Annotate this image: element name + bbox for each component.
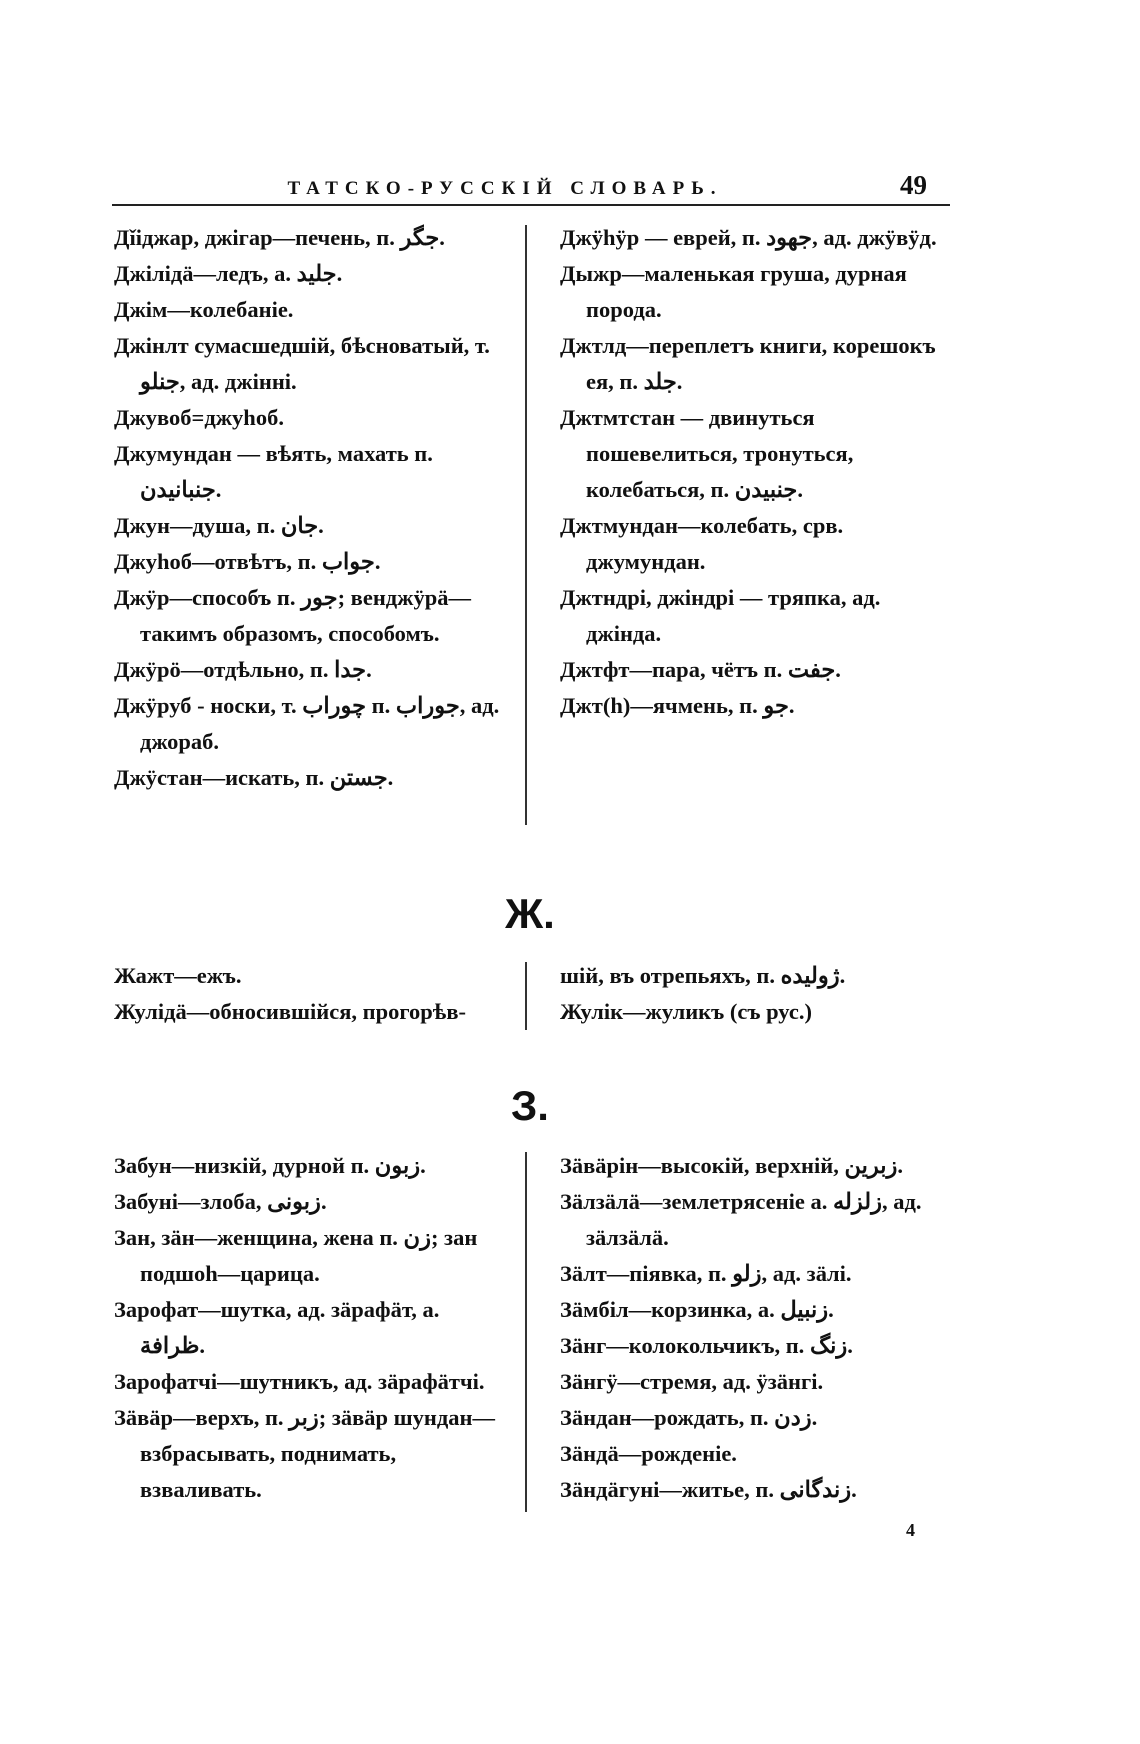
zh-right-column <box>560 958 950 1030</box>
entry: Джӱруб - носки, т. چوراب п. جوراب, ад. джораб. <box>114 693 500 754</box>
entry: Забун—низкiй, дурной п. زبون. <box>114 1153 426 1178</box>
header-rule <box>112 204 950 206</box>
zh-left-column <box>114 958 504 1030</box>
entry: Джӱhӱр — еврей, п. جهود, ад. джӱвӱд. <box>560 225 937 250</box>
entry: Зäлзäлä—землетрясенiе а. زلزله, ад. зäлзäлä. <box>560 1189 922 1250</box>
entry: Зäндан—рождать, п. زدن. <box>560 1405 818 1430</box>
page-number: 49 <box>900 170 927 200</box>
entry: Джӱр—способъ п. جور; венджӱрä—такимъ образомъ, способомъ. <box>114 585 471 646</box>
entry: Зäндäгунi—житье, п. زندگانی. <box>560 1477 857 1502</box>
entry: Дыжр—маленькая груша, дурная порода. <box>560 261 907 322</box>
entry: Дǐiджар, джiгар—печень, п. جگر. <box>114 225 445 250</box>
entry: Зäнг—колокольчикъ, п. زنگ. <box>560 1333 853 1358</box>
entry: Зарофатчi—шутникъ, ад. зäрафäтчi. <box>114 1369 485 1394</box>
entry: Жулiк—жуликъ (съ рус.) <box>560 999 812 1024</box>
entry: Джтмтстан — двинуться пошевелиться, тронуться, колебаться, п. جنبيدن. <box>560 405 854 502</box>
entry: Джтмундан—колебать, срв. джумундан. <box>560 513 844 574</box>
entry: Зäлт—пiявка, п. زلو, ад. зäлi. <box>560 1261 852 1286</box>
z-left-column <box>114 1148 504 1508</box>
entry: Джт(h)—ячмень, п. جو. <box>560 693 795 718</box>
section-letter-z: З. <box>511 1082 549 1129</box>
entry: Зан, зäн—женщина, жена п. زن; зан подшоh—царица. <box>114 1225 478 1286</box>
entry: Джiнлт сумасшедшiй, бѣсноватый, т. جنلو, ад. джiннi. <box>114 333 490 394</box>
entry: Джӱрӧ—отдѣльно, п. جدا. <box>114 657 372 682</box>
entry: Джӱстан—искать, п. جستن. <box>114 765 394 790</box>
dzh-left-column <box>114 220 504 796</box>
dzh-right-column <box>560 220 950 724</box>
entry: Зäвäр—верхъ, п. زبر; зäвäр шундан—взбрасывать, поднимать, взваливать. <box>114 1405 495 1502</box>
column-rule <box>525 962 527 1030</box>
entry: Зäндä—рожденiе. <box>560 1441 737 1466</box>
entry: Джiлiдä—ледъ, а. جليد. <box>114 261 343 286</box>
signature-mark: 4 <box>906 1520 915 1540</box>
column-rule <box>525 225 527 825</box>
entry: Зäвäрiн—высокiй, верхнiй, زبرين. <box>560 1153 904 1178</box>
entry: Зарофат—шутка, ад. зäрафäт, а. ظرافة. <box>114 1297 440 1358</box>
entry: Джтфт—пара, чётъ п. جفت. <box>560 657 841 682</box>
section-letter-zh: Ж. <box>505 890 555 937</box>
column-rule <box>525 1152 527 1512</box>
entry: Джумундан — вѣять, махать п. جنبانيدن. <box>114 441 433 502</box>
entry: Зäмбiл—корзинка, а. زنبيل. <box>560 1297 834 1322</box>
z-right-column <box>560 1148 950 1508</box>
entry: Жажт—ежъ. <box>114 963 242 988</box>
running-title: ТАТСКО-РУССКІЙ СЛОВАРЬ. <box>287 178 723 199</box>
entry: Джiм—колебанiе. <box>114 297 294 322</box>
entry: Забунi—злоба, زبونی. <box>114 1189 327 1214</box>
entry: Джтндрi, джiндрi — тряпка, ад. джiнда. <box>560 585 881 646</box>
entry: Джун—душа, п. جان. <box>114 513 324 538</box>
entry: Джтлд—переплетъ книги, корешокъ ея, п. جلد. <box>560 333 936 394</box>
entry: Зäнгӱ—стремя, ад. ӱзäнгi. <box>560 1369 824 1394</box>
entry: Жулiдä—обносившiйся, прогорѣв- <box>114 999 466 1024</box>
entry: шiй, въ отрепьяхъ, п. ژوليده. <box>560 963 846 988</box>
entry: Джуhоб—отвѣтъ, п. جواب. <box>114 549 381 574</box>
entry: Джувоб=джуhоб. <box>114 405 284 430</box>
